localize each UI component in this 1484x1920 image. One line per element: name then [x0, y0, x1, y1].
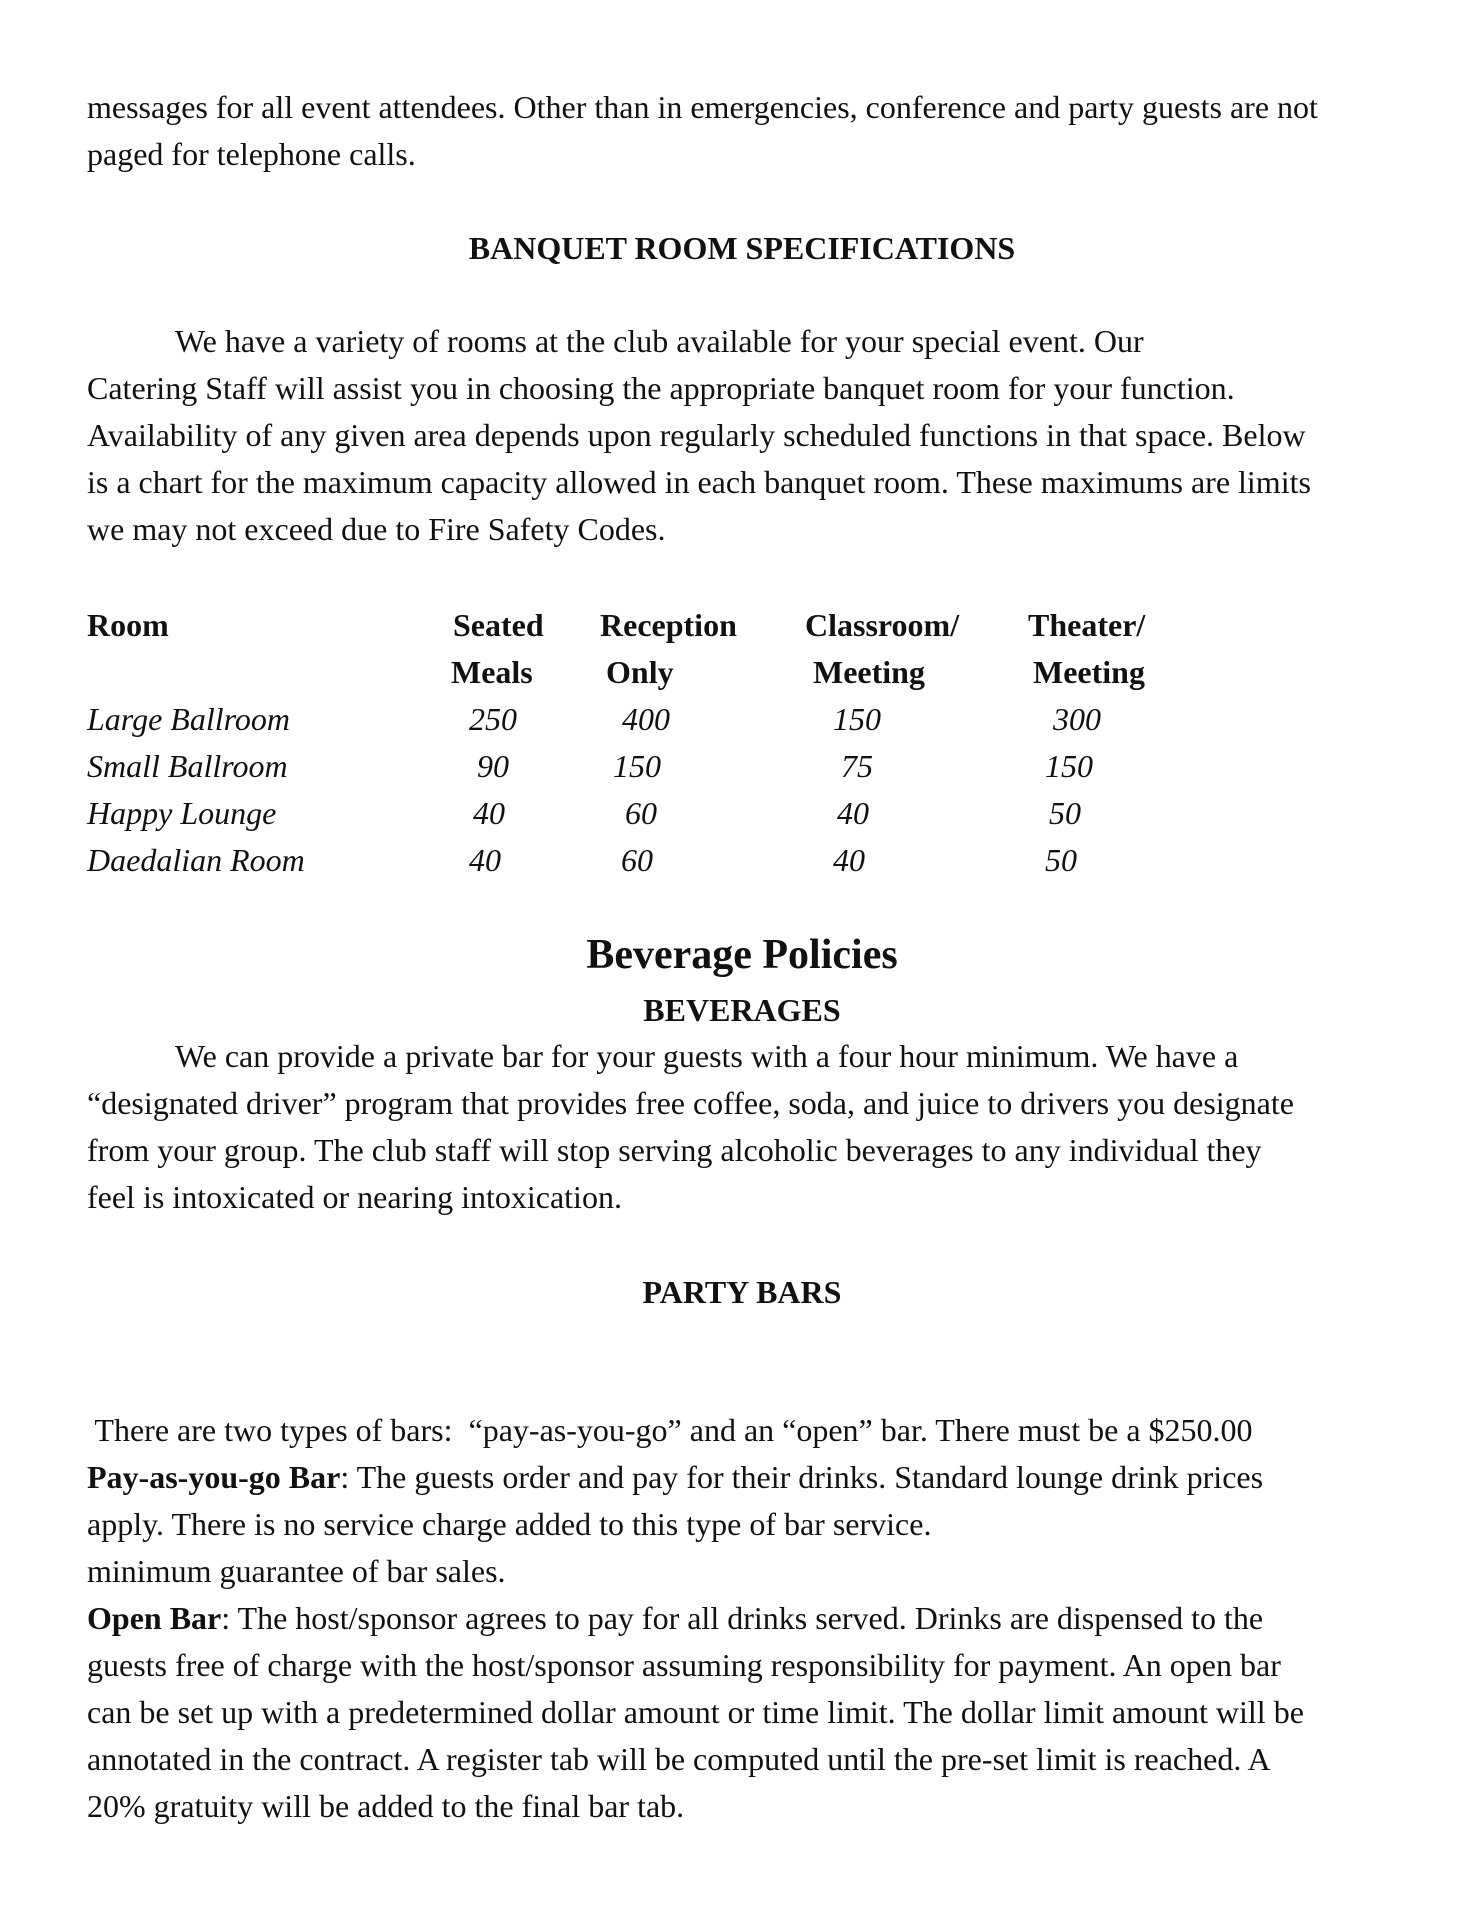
row-room: Small Ballroom — [87, 748, 288, 784]
open-bar-line: 20% gratuity will be added to the final bar tab. — [87, 1788, 685, 1824]
beverage-line: from your group. The club staff will stop serving alcoholic beverages to any individual they — [87, 1132, 1262, 1168]
beverage-line: “designated driver” program that provides free coffee, soda, and juice to drivers you designate — [87, 1085, 1294, 1121]
beverage-line: feel is intoxicated or nearing intoxication. — [87, 1179, 622, 1215]
party-bars-line: minimum guarantee of bar sales. — [87, 1553, 506, 1589]
row-reception: 150 — [613, 748, 661, 784]
row-theater: 150 — [1045, 748, 1093, 784]
banquet-line — [87, 318, 1407, 365]
open-bar-label: Open Bar — [87, 1600, 222, 1636]
header-seated: Seated — [453, 607, 544, 643]
row-reception: 400 — [622, 701, 670, 737]
row-reception: 60 — [621, 842, 653, 878]
party-bars-heading: PARTY BARS — [642, 1274, 842, 1310]
row-seated: 40 — [469, 842, 501, 878]
row-theater: 50 — [1045, 842, 1077, 878]
payg-label: Pay-as-you-go Bar — [87, 1459, 341, 1495]
open-bar-line — [87, 1595, 1407, 1642]
banquet-line: Catering Staff will assist you in choosing the appropriate banquet room for your function. — [87, 370, 1235, 406]
payg-line-text: : The guests order and pay for their drinks. Standard lounge drink prices — [340, 1459, 1264, 1495]
header-reception-sub: Only — [606, 654, 674, 690]
beverage-paragraph — [87, 1033, 1407, 1221]
open-bar-line-text: : The host/sponsor agrees to pay for all drinks served. Drinks are dispensed to the — [221, 1600, 1264, 1636]
open-bar-line: annotated in the contract. A register tab will be computed until the pre-set limit is reached. A — [87, 1741, 1271, 1777]
row-classroom: 150 — [833, 701, 881, 737]
row-classroom: 40 — [833, 842, 865, 878]
header-room: Room — [87, 607, 169, 643]
payg-paragraph — [87, 1454, 1407, 1548]
row-theater: 300 — [1053, 701, 1101, 737]
intro-line: paged for telephone calls. — [87, 136, 416, 172]
beverage-line-text: We can provide a private bar for your guests with a four hour minimum. We have a — [175, 1038, 1239, 1074]
beverage-title: Beverage Policies — [586, 932, 898, 978]
payg-line: apply. There is no service charge added to this type of bar service. — [87, 1506, 932, 1542]
open-bar-paragraph — [87, 1595, 1407, 1830]
header-reception: Reception — [600, 607, 737, 643]
banquet-paragraph — [87, 318, 1407, 553]
banquet-line: is a chart for the maximum capacity allowed in each banquet room. These maximums are limits — [87, 464, 1311, 500]
intro-paragraph — [87, 84, 1407, 178]
row-theater: 50 — [1049, 795, 1081, 831]
row-room: Happy Lounge — [87, 795, 277, 831]
intro-line: messages for all event attendees. Other than in emergencies, conference and party guests are not — [87, 89, 1318, 125]
header-seated-sub: Meals — [451, 654, 533, 690]
row-seated: 40 — [473, 795, 505, 831]
open-bar-line: can be set up with a predetermined dollar amount or time limit. The dollar limit amount will be — [87, 1694, 1304, 1730]
row-classroom: 40 — [837, 795, 869, 831]
banquet-line: Availability of any given area depends upon regularly scheduled functions in that space. Below — [87, 417, 1306, 453]
header-classroom: Classroom/ — [805, 607, 960, 643]
header-theater-sub: Meeting — [1033, 654, 1145, 690]
open-bar-line: guests free of charge with the host/sponsor assuming responsibility for payment. An open bar — [87, 1647, 1281, 1683]
header-classroom-sub: Meeting — [813, 654, 925, 690]
row-reception: 60 — [625, 795, 657, 831]
header-theater: Theater/ — [1028, 607, 1146, 643]
party-bars-line: There are two types of bars: “pay-as-you-go” and an “open” bar. There must be a $250.00 — [87, 1412, 1253, 1448]
banquet-heading: BANQUET ROOM SPECIFICATIONS — [468, 230, 1016, 266]
row-classroom: 75 — [841, 748, 873, 784]
row-room: Large Ballroom — [87, 701, 290, 737]
banquet-line: we may not exceed due to Fire Safety Codes. — [87, 511, 666, 547]
banquet-line-text: We have a variety of rooms at the club available for your special event. Our — [175, 323, 1144, 359]
payg-line — [87, 1454, 1407, 1501]
beverages-heading: BEVERAGES — [643, 992, 841, 1028]
beverage-line — [87, 1033, 1407, 1080]
row-room: Daedalian Room — [87, 842, 305, 878]
row-seated: 90 — [477, 748, 509, 784]
row-seated: 250 — [469, 701, 517, 737]
